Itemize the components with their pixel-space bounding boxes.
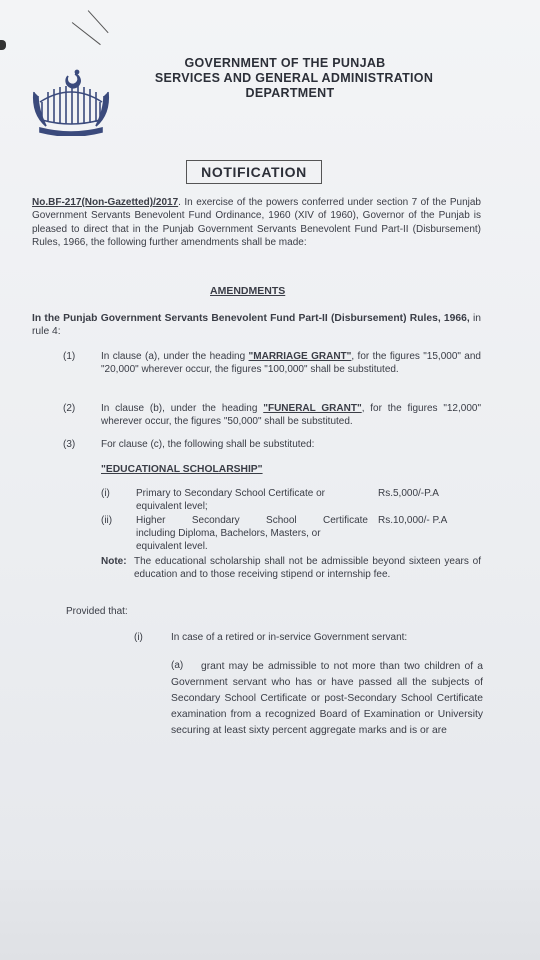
scholarship-item-1-amount: Rs.5,000/-P.A: [378, 488, 439, 499]
clause-2-pre: In clause (b), under the heading: [101, 403, 264, 414]
scholarship-item-2-line-1: Higher Secondary School Certificate: [136, 515, 368, 526]
proviso-i-text: In case of a retired or in-service Government servant:: [171, 632, 408, 643]
rules-intro: [32, 312, 481, 339]
scholarship-item-1-line-1: Primary to Secondary School Certificate or: [136, 488, 325, 499]
rules-intro-bold: In the Punjab Government Servants Benevolent Fund Part-II (Disbursement) Rules, 1966,: [32, 313, 470, 324]
scholarship-item-2-number: (ii): [101, 515, 113, 526]
header-line-2: SERVICES AND GENERAL ADMINISTRATION: [154, 71, 434, 85]
note-text: The educational scholarship shall not be admissible beyond sixteen years of education and to those receiving stipend or internship fee.: [134, 556, 481, 581]
clause-2-number: (2): [63, 403, 76, 414]
clause-2-text: [101, 402, 481, 429]
scholarship-item-2-line-2: including Diploma, Bachelors, Masters, or: [136, 528, 321, 539]
preamble-paragraph: [32, 196, 481, 250]
clause-3-text: For clause (c), the following shall be substituted:: [101, 439, 315, 450]
scholarship-heading: "EDUCATIONAL SCHOLARSHIP": [101, 464, 263, 475]
notification-title: NOTIFICATION: [186, 160, 322, 184]
scholarship-item-2-line-3: equivalent level.: [136, 541, 208, 552]
marriage-grant-heading: "MARRIAGE GRANT": [248, 351, 352, 362]
clause-2-post: , for the figures "12,000" wherever occur, the figures "50,000" shall be substituted.: [101, 403, 482, 428]
proviso-i-number: (i): [134, 632, 143, 643]
scholarship-item-1-line-2: equivalent level;: [136, 501, 208, 512]
note-label: Note:: [101, 556, 127, 567]
proviso-a-text: grant may be admissible to not more than two children of a Government servant who has or have passed all the subjects of Secondary School Certificate or post-Secondary School Certificate examination from a recognized Board of Examination or University securing at least sixty percent aggregate marks and is or are: [171, 661, 483, 736]
clause-3-number: (3): [63, 439, 76, 450]
clause-1-text: [101, 350, 481, 377]
page-shadow: [0, 880, 540, 960]
punch-hole: [0, 40, 6, 50]
scholarship-item-1-number: (i): [101, 488, 110, 499]
header-line-1: GOVERNMENT OF THE PUNJAB: [184, 56, 386, 70]
preamble-text: . In exercise of the powers conferred under section 7 of the Punjab Government Servants Benevolent Fund Ordinance, 1960 (XIV of 1960), Governor of the Punjab is pleased to direct that in the Punjab Government Servants Benevolent Fund Part-II (Disbursement) Rules, 1966, the following further amendments shall be made:: [32, 197, 481, 249]
scholarship-item-2-amount: Rs.10,000/- P.A: [378, 515, 448, 526]
amendments-heading: AMENDMENTS: [210, 285, 286, 297]
funeral-grant-heading: "FUNERAL GRANT": [263, 403, 362, 414]
provided-that: Provided that:: [66, 606, 128, 617]
header-line-3: DEPARTMENT: [245, 86, 335, 100]
clause-1-pre: In clause (a), under the heading: [101, 351, 249, 362]
proviso-a-number: (a): [171, 660, 184, 671]
rules-intro-rest: in rule 4:: [32, 313, 481, 338]
punjab-emblem-icon: [30, 62, 112, 136]
clause-1-number: (1): [63, 351, 76, 362]
reference-number: No.BF-217(Non-Gazetted)/2017: [32, 197, 179, 208]
clause-1-post: , for the figures "15,000" and "20,000" wherever occur, the figures "100,000" shall be substituted.: [101, 351, 481, 376]
